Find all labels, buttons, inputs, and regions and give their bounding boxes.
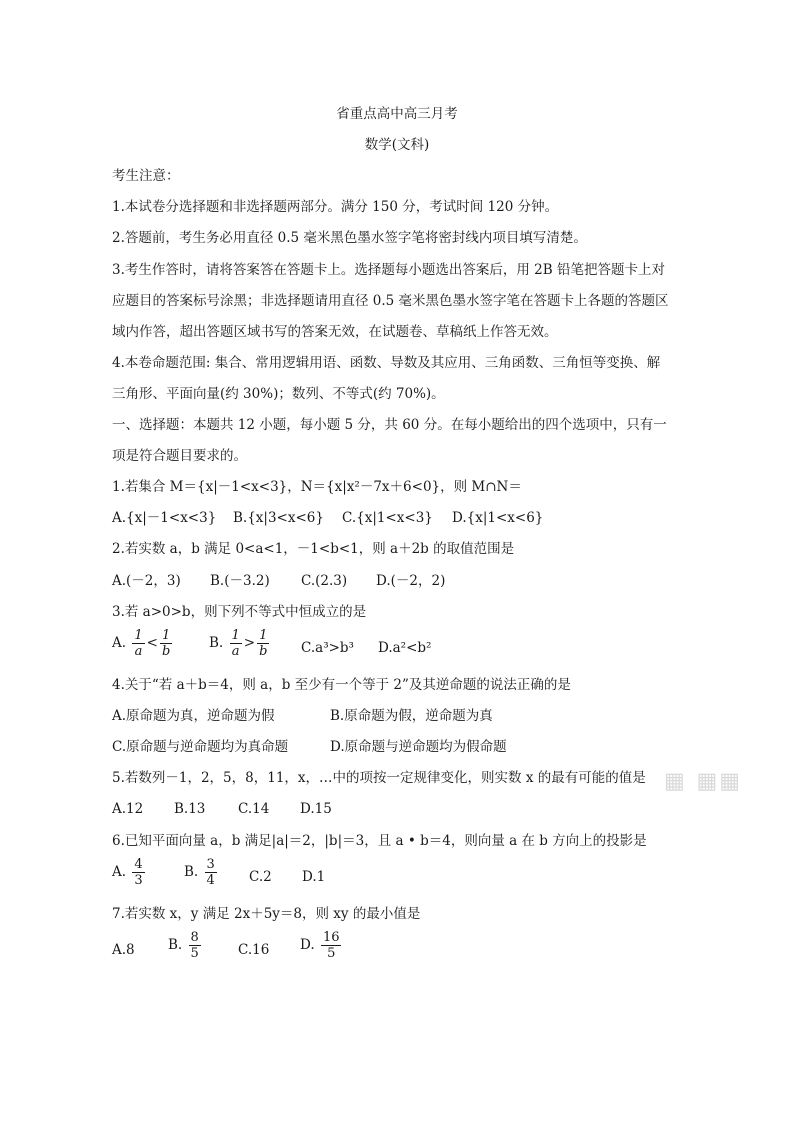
numerator: 1 bbox=[161, 628, 171, 643]
question-1-option-d: D.{x|1<x<6} bbox=[452, 510, 544, 526]
question-4-stem: 4.关于“若 a＋b＝4，则 a，b 至少有一个等于 2”及其逆命题的说法正确的是 bbox=[112, 677, 571, 693]
question-6-option-d: D.1 bbox=[302, 869, 326, 885]
question-5-option-b: B.13 bbox=[174, 801, 206, 817]
notice-item: 4.本卷命题范围: 集合、常用逻辑用语、函数、导数及其应用、三角函数、三角恒等变换、解 bbox=[112, 355, 661, 371]
question-5-option-a: A.12 bbox=[112, 801, 144, 817]
fraction bbox=[189, 930, 201, 961]
question-6-stem: 6.已知平面向量 a，b 满足|a|＝2，|b|＝3，且 a • b＝4，则向量 a 在 b 方向上的投影是 bbox=[112, 833, 647, 849]
notice-item: 3.考生作答时，请将答案答在答题卡上。选择题每小题选出答案后，用 2B 铅笔把答题卡上对 bbox=[112, 262, 665, 278]
question-2-option-a: A.(－2，3) bbox=[112, 573, 181, 589]
question-5-option-c: C.14 bbox=[238, 801, 270, 817]
question-4-option-d: D.原命题与逆命题均为假命题 bbox=[330, 739, 507, 755]
option-label: A. bbox=[112, 864, 127, 880]
question-7-option-b bbox=[168, 930, 203, 961]
option-label: A. bbox=[112, 635, 127, 651]
denominator: 3 bbox=[134, 873, 143, 888]
question-3-option-d: D.a²<b² bbox=[378, 640, 432, 656]
question-5-stem: 5.若数列－1，2，5，8，11，x，…中的项按一定规律变化，则实数 x 的最有可能的值是 bbox=[112, 770, 646, 786]
notice-item: 三角形、平面向量(约 30%)；数列、不等式(约 70%)。 bbox=[112, 386, 445, 402]
notice-item: 域内作答，超出答题区域书写的答案无效，在试题卷、草稿纸上作答无效。 bbox=[112, 324, 558, 340]
question-2-option-d: D.(－2，2) bbox=[376, 573, 446, 589]
option-label: D. bbox=[300, 937, 315, 953]
denominator: a bbox=[231, 644, 240, 659]
notice-heading: 考生注意： bbox=[112, 168, 180, 184]
question-5-option-d: D.15 bbox=[300, 801, 332, 817]
relation: < bbox=[146, 635, 158, 651]
denominator: 5 bbox=[190, 946, 199, 961]
question-7-option-d bbox=[300, 930, 343, 961]
numerator: 8 bbox=[190, 930, 199, 945]
numerator: 1 bbox=[134, 628, 143, 643]
question-3-option-a bbox=[112, 628, 174, 659]
section-heading-cont: 项是符合题目要求的。 bbox=[112, 448, 247, 464]
denominator: 4 bbox=[206, 873, 215, 888]
question-4-option-b: B.原命题为假，逆命题为真 bbox=[330, 708, 493, 724]
option-label: B. bbox=[168, 937, 183, 953]
option-label: B. bbox=[209, 635, 224, 651]
question-7-option-a: A.8 bbox=[112, 942, 135, 958]
question-3-option-b bbox=[209, 628, 271, 659]
question-3-stem: 3.若 a>0>b，则下列不等式中恒成立的是 bbox=[112, 604, 367, 620]
question-4-option-a: A.原命题为真，逆命题为假 bbox=[112, 708, 275, 724]
question-6-option-c: C.2 bbox=[249, 869, 272, 885]
notice-item: 2.答题前，考生务必用直径 0.5 毫米黑色墨水签字笔将密封线内项目填写清楚。 bbox=[112, 230, 587, 246]
numerator: 16 bbox=[322, 930, 340, 945]
fraction bbox=[257, 628, 269, 659]
denominator: 5 bbox=[327, 946, 336, 961]
question-7-stem: 7.若实数 x，y 满足 2x＋5y＝8，则 xy 的最小值是 bbox=[112, 906, 421, 922]
question-2-option-b: B.(－3.2) bbox=[210, 573, 270, 589]
numerator: 1 bbox=[259, 628, 268, 643]
fraction bbox=[132, 857, 144, 888]
notice-item: 应题目的答案标号涂黑；非选择题请用直径 0.5 毫米黑色墨水签字笔在答题卡上各题的答题区 bbox=[112, 293, 669, 309]
question-4-option-c: C.原命题与逆命题均为真命题 bbox=[112, 739, 289, 755]
section-heading: 一、选择题：本题共 12 小题，每小题 5 分，共 60 分。在每小题给出的四个选项中，只有一 bbox=[112, 417, 667, 433]
relation: > bbox=[243, 635, 256, 651]
numerator: 4 bbox=[134, 857, 143, 872]
denominator: b bbox=[259, 644, 268, 659]
question-1-option-a: A.{x|－1<x<3} bbox=[112, 510, 217, 526]
numerator: 1 bbox=[231, 628, 240, 643]
exam-title: 省重点高中高三月考 bbox=[336, 106, 458, 122]
fraction bbox=[230, 628, 242, 659]
fraction bbox=[205, 857, 217, 888]
denominator: a bbox=[134, 644, 143, 659]
watermark: ▦ ▦▦ bbox=[664, 768, 743, 794]
exam-subject: 数学(文科) bbox=[364, 137, 430, 153]
numerator: 3 bbox=[206, 857, 215, 872]
notice-item: 1.本试卷分选择题和非选择题两部分。满分 150 分，考试时间 120 分钟。 bbox=[112, 199, 559, 215]
denominator: b bbox=[161, 644, 171, 659]
question-2-option-c: C.(2.3) bbox=[301, 573, 348, 589]
question-2-stem: 2.若实数 a，b 满足 0<a<1，－1<b<1，则 a＋2b 的取值范围是 bbox=[112, 541, 515, 557]
fraction bbox=[160, 628, 172, 659]
question-1-stem: 1.若集合 M＝{x|－1<x<3}，N＝{x|x²－7x＋6<0}，则 M∩N＝ bbox=[112, 479, 522, 495]
question-6-option-a bbox=[112, 857, 147, 888]
question-1-option-c: C.{x|1<x<3} bbox=[342, 510, 433, 526]
question-3-option-c: C.a³>b³ bbox=[301, 640, 354, 656]
question-7-option-c: C.16 bbox=[238, 942, 270, 958]
fraction bbox=[321, 930, 342, 961]
question-1-option-b: B.{x|3<x<6} bbox=[233, 510, 324, 526]
question-6-option-b bbox=[184, 857, 219, 888]
option-label: B. bbox=[184, 864, 199, 880]
fraction bbox=[132, 628, 144, 659]
